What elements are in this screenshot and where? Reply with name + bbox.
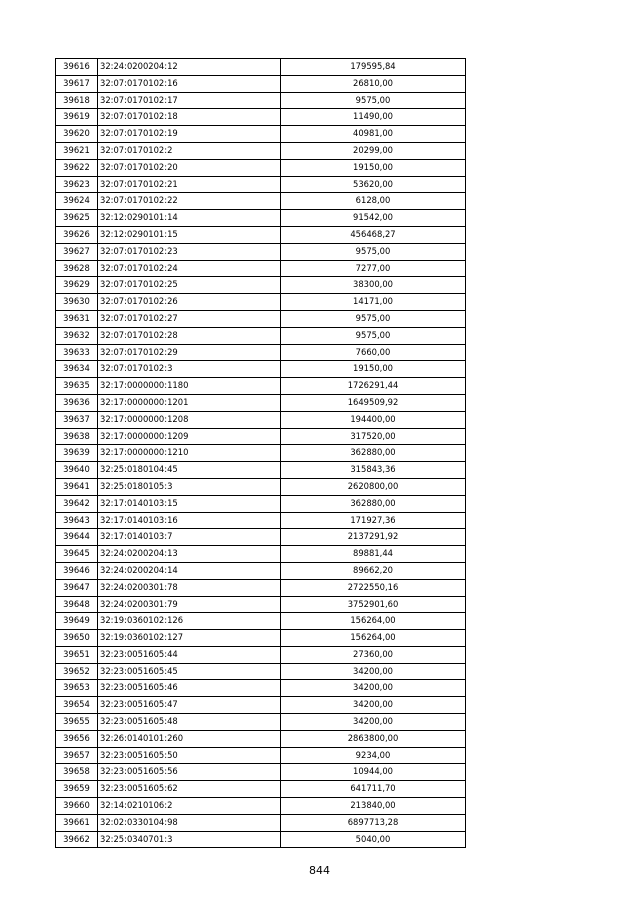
- cadastral-value-cell: 213840,00: [281, 798, 466, 815]
- row-number-cell: 39641: [56, 478, 98, 495]
- cadastral-value-cell: 20299,00: [281, 142, 466, 159]
- cadastral-value-cell: 156264,00: [281, 613, 466, 630]
- row-number-cell: 39616: [56, 59, 98, 76]
- cadastral-value-cell: 9575,00: [281, 310, 466, 327]
- table-row: [56, 243, 466, 260]
- cadastral-number-cell: 32:25:0180104:45: [98, 462, 281, 479]
- row-number-cell: 39658: [56, 764, 98, 781]
- table-row: [56, 445, 466, 462]
- row-number-cell: 39651: [56, 646, 98, 663]
- cadastral-number-cell: 32:17:0000000:1201: [98, 394, 281, 411]
- row-number-cell: 39627: [56, 243, 98, 260]
- cadastral-value-cell: 89881,44: [281, 546, 466, 563]
- cadastral-value-cell: 11490,00: [281, 109, 466, 126]
- table-row: [56, 462, 466, 479]
- cadastral-value-cell: 641711,70: [281, 781, 466, 798]
- cadastral-number-cell: 32:24:0200301:78: [98, 579, 281, 596]
- cadastral-number-cell: 32:23:0051605:46: [98, 680, 281, 697]
- cadastral-number-cell: 32:12:0290101:14: [98, 210, 281, 227]
- table-row: [56, 159, 466, 176]
- cadastral-number-cell: 32:17:0140103:15: [98, 495, 281, 512]
- cadastral-value-cell: 2620800,00: [281, 478, 466, 495]
- table-body: [56, 59, 466, 848]
- table-row: [56, 562, 466, 579]
- cadastral-number-cell: 32:25:0180105:3: [98, 478, 281, 495]
- row-number-cell: 39655: [56, 714, 98, 731]
- row-number-cell: 39630: [56, 294, 98, 311]
- table-row: [56, 109, 466, 126]
- row-number-cell: 39648: [56, 596, 98, 613]
- cadastral-number-cell: 32:07:0170102:3: [98, 361, 281, 378]
- table-row: [56, 747, 466, 764]
- cadastral-number-cell: 32:07:0170102:18: [98, 109, 281, 126]
- row-number-cell: 39629: [56, 277, 98, 294]
- row-number-cell: 39622: [56, 159, 98, 176]
- cadastral-number-cell: 32:17:0140103:7: [98, 529, 281, 546]
- cadastral-value-cell: 26810,00: [281, 75, 466, 92]
- cadastral-value-cell: 9575,00: [281, 92, 466, 109]
- cadastral-number-cell: 32:17:0000000:1209: [98, 428, 281, 445]
- table-row: [56, 75, 466, 92]
- cadastral-value-cell: 1649509,92: [281, 394, 466, 411]
- cadastral-number-cell: 32:07:0170102:16: [98, 75, 281, 92]
- cadastral-number-cell: 32:02:0330104:98: [98, 814, 281, 831]
- cadastral-value-cell: 2863800,00: [281, 730, 466, 747]
- row-number-cell: 39656: [56, 730, 98, 747]
- cadastral-value-cell: 89662,20: [281, 562, 466, 579]
- table-row: [56, 529, 466, 546]
- cadastral-number-cell: 32:17:0000000:1180: [98, 378, 281, 395]
- cadastral-number-cell: 32:23:0051605:62: [98, 781, 281, 798]
- table-row: [56, 361, 466, 378]
- cadastral-number-cell: 32:23:0051605:45: [98, 663, 281, 680]
- row-number-cell: 39643: [56, 512, 98, 529]
- table-row: [56, 193, 466, 210]
- table-row: [56, 142, 466, 159]
- row-number-cell: 39637: [56, 411, 98, 428]
- table-row: [56, 59, 466, 76]
- cadastral-value-cell: 34200,00: [281, 697, 466, 714]
- cadastral-value-cell: 9234,00: [281, 747, 466, 764]
- row-number-cell: 39650: [56, 630, 98, 647]
- cadastral-value-cell: 34200,00: [281, 714, 466, 731]
- cadastral-number-cell: 32:26:0140101:260: [98, 730, 281, 747]
- table-row: [56, 781, 466, 798]
- row-number-cell: 39662: [56, 831, 98, 848]
- row-number-cell: 39659: [56, 781, 98, 798]
- row-number-cell: 39618: [56, 92, 98, 109]
- row-number-cell: 39626: [56, 226, 98, 243]
- table-row: [56, 378, 466, 395]
- cadastral-value-cell: 179595,84: [281, 59, 466, 76]
- table-row: [56, 226, 466, 243]
- cadastral-number-cell: 32:23:0051605:48: [98, 714, 281, 731]
- row-number-cell: 39635: [56, 378, 98, 395]
- row-number-cell: 39646: [56, 562, 98, 579]
- table-row: [56, 512, 466, 529]
- cadastral-number-cell: 32:07:0170102:25: [98, 277, 281, 294]
- cadastral-number-cell: 32:19:0360102:126: [98, 613, 281, 630]
- table-row: [56, 814, 466, 831]
- cadastral-value-cell: 317520,00: [281, 428, 466, 445]
- cadastral-value-cell: 34200,00: [281, 680, 466, 697]
- cadastral-number-cell: 32:23:0051605:56: [98, 764, 281, 781]
- cadastral-value-cell: 362880,00: [281, 495, 466, 512]
- row-number-cell: 39654: [56, 697, 98, 714]
- row-number-cell: 39647: [56, 579, 98, 596]
- cadastral-value-cell: 2137291,92: [281, 529, 466, 546]
- cadastral-number-cell: 32:07:0170102:28: [98, 327, 281, 344]
- cadastral-number-cell: 32:07:0170102:21: [98, 176, 281, 193]
- row-number-cell: 39628: [56, 260, 98, 277]
- row-number-cell: 39660: [56, 798, 98, 815]
- row-number-cell: 39652: [56, 663, 98, 680]
- table-row: [56, 294, 466, 311]
- table-row: [56, 764, 466, 781]
- table-row: [56, 126, 466, 143]
- row-number-cell: 39645: [56, 546, 98, 563]
- cadastral-number-cell: 32:17:0000000:1208: [98, 411, 281, 428]
- cadastral-value-cell: 362880,00: [281, 445, 466, 462]
- table-row: [56, 697, 466, 714]
- cadastral-number-cell: 32:17:0140103:16: [98, 512, 281, 529]
- cadastral-value-cell: 156264,00: [281, 630, 466, 647]
- table-row: [56, 495, 466, 512]
- page-number: 844: [309, 864, 330, 877]
- cadastral-value-table: [55, 58, 466, 848]
- cadastral-number-cell: 32:07:0170102:17: [98, 92, 281, 109]
- cadastral-value-cell: 27360,00: [281, 646, 466, 663]
- cadastral-value-cell: 5040,00: [281, 831, 466, 848]
- cadastral-number-cell: 32:07:0170102:26: [98, 294, 281, 311]
- row-number-cell: 39640: [56, 462, 98, 479]
- cadastral-number-cell: 32:24:0200204:14: [98, 562, 281, 579]
- table-row: [56, 663, 466, 680]
- cadastral-number-cell: 32:07:0170102:2: [98, 142, 281, 159]
- cadastral-value-cell: 9575,00: [281, 243, 466, 260]
- cadastral-value-cell: 53620,00: [281, 176, 466, 193]
- cadastral-value-cell: 171927,36: [281, 512, 466, 529]
- table-row: [56, 798, 466, 815]
- row-number-cell: 39625: [56, 210, 98, 227]
- row-number-cell: 39644: [56, 529, 98, 546]
- cadastral-number-cell: 32:23:0051605:44: [98, 646, 281, 663]
- cadastral-number-cell: 32:07:0170102:22: [98, 193, 281, 210]
- cadastral-number-cell: 32:07:0170102:29: [98, 344, 281, 361]
- cadastral-value-cell: 14171,00: [281, 294, 466, 311]
- table-row: [56, 730, 466, 747]
- cadastral-value-cell: 34200,00: [281, 663, 466, 680]
- table-row: [56, 630, 466, 647]
- cadastral-value-cell: 6128,00: [281, 193, 466, 210]
- row-number-cell: 39619: [56, 109, 98, 126]
- row-number-cell: 39617: [56, 75, 98, 92]
- cadastral-value-cell: 40981,00: [281, 126, 466, 143]
- cadastral-value-cell: 3752901,60: [281, 596, 466, 613]
- cadastral-value-cell: 10944,00: [281, 764, 466, 781]
- cadastral-number-cell: 32:07:0170102:20: [98, 159, 281, 176]
- cadastral-number-cell: 32:14:0210106:2: [98, 798, 281, 815]
- cadastral-number-cell: 32:07:0170102:23: [98, 243, 281, 260]
- table-row: [56, 411, 466, 428]
- table-row: [56, 579, 466, 596]
- row-number-cell: 39657: [56, 747, 98, 764]
- row-number-cell: 39633: [56, 344, 98, 361]
- row-number-cell: 39621: [56, 142, 98, 159]
- table-row: [56, 327, 466, 344]
- row-number-cell: 39639: [56, 445, 98, 462]
- cadastral-value-cell: 9575,00: [281, 327, 466, 344]
- row-number-cell: 39642: [56, 495, 98, 512]
- row-number-cell: 39624: [56, 193, 98, 210]
- row-number-cell: 39653: [56, 680, 98, 697]
- table-row: [56, 831, 466, 848]
- cadastral-number-cell: 32:23:0051605:50: [98, 747, 281, 764]
- table-row: [56, 646, 466, 663]
- cadastral-number-cell: 32:07:0170102:27: [98, 310, 281, 327]
- document-table-container: [55, 58, 466, 848]
- cadastral-number-cell: 32:23:0051605:47: [98, 697, 281, 714]
- table-row: [56, 478, 466, 495]
- row-number-cell: 39620: [56, 126, 98, 143]
- cadastral-value-cell: 7660,00: [281, 344, 466, 361]
- row-number-cell: 39649: [56, 613, 98, 630]
- table-row: [56, 344, 466, 361]
- cadastral-number-cell: 32:19:0360102:127: [98, 630, 281, 647]
- cadastral-value-cell: 91542,00: [281, 210, 466, 227]
- cadastral-number-cell: 32:25:0340701:3: [98, 831, 281, 848]
- cadastral-value-cell: 2722550,16: [281, 579, 466, 596]
- table-row: [56, 210, 466, 227]
- table-row: [56, 176, 466, 193]
- table-row: [56, 260, 466, 277]
- cadastral-number-cell: 32:12:0290101:15: [98, 226, 281, 243]
- cadastral-number-cell: 32:24:0200204:12: [98, 59, 281, 76]
- table-row: [56, 596, 466, 613]
- cadastral-value-cell: 456468,27: [281, 226, 466, 243]
- cadastral-value-cell: 194400,00: [281, 411, 466, 428]
- cadastral-value-cell: 6897713,28: [281, 814, 466, 831]
- cadastral-value-cell: 1726291,44: [281, 378, 466, 395]
- table-row: [56, 92, 466, 109]
- cadastral-number-cell: 32:07:0170102:24: [98, 260, 281, 277]
- row-number-cell: 39634: [56, 361, 98, 378]
- row-number-cell: 39623: [56, 176, 98, 193]
- cadastral-value-cell: 7277,00: [281, 260, 466, 277]
- row-number-cell: 39632: [56, 327, 98, 344]
- row-number-cell: 39631: [56, 310, 98, 327]
- table-row: [56, 546, 466, 563]
- row-number-cell: 39638: [56, 428, 98, 445]
- table-row: [56, 428, 466, 445]
- cadastral-number-cell: 32:17:0000000:1210: [98, 445, 281, 462]
- table-row: [56, 613, 466, 630]
- cadastral-number-cell: 32:07:0170102:19: [98, 126, 281, 143]
- table-row: [56, 680, 466, 697]
- cadastral-number-cell: 32:24:0200301:79: [98, 596, 281, 613]
- table-row: [56, 277, 466, 294]
- row-number-cell: 39661: [56, 814, 98, 831]
- table-row: [56, 714, 466, 731]
- cadastral-value-cell: 19150,00: [281, 159, 466, 176]
- cadastral-value-cell: 38300,00: [281, 277, 466, 294]
- cadastral-value-cell: 19150,00: [281, 361, 466, 378]
- cadastral-value-cell: 315843,36: [281, 462, 466, 479]
- row-number-cell: 39636: [56, 394, 98, 411]
- cadastral-number-cell: 32:24:0200204:13: [98, 546, 281, 563]
- table-row: [56, 394, 466, 411]
- table-row: [56, 310, 466, 327]
